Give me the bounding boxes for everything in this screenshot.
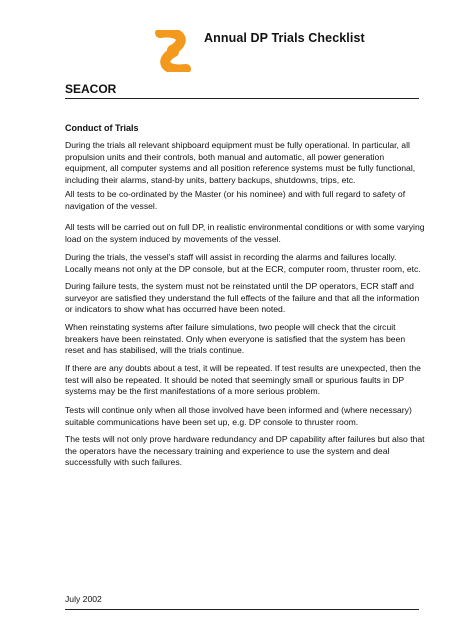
paragraph-full-dp: All tests will be carried out on full DP, in realistic environmental conditions or with some varying load on the system induced by movements of the vessel. xyxy=(65,222,425,244)
seacor-s-logo-icon xyxy=(150,30,196,72)
paragraph-recording: During the trials, the vessel’s staff will assist in recording the alarms and failures locally. Locally means not only at the DP console, but at the ECR, computer room, thruster room, etc. xyxy=(65,252,421,274)
footer-date: July 2002 xyxy=(65,594,102,604)
paragraph-communications: Tests will continue only when all those involved have been informed and (where necessary) suitable communications have been set up, e.g. DP console to thruster room. xyxy=(65,405,412,427)
paragraph-doubts: If there are any doubts about a test, it will be repeated. If test results are unexpected, then the test will also be repeated. It should be noted that seemingly small or spurious faults in DP systems may be the first manifestations of a more serious problem. xyxy=(65,363,421,397)
paragraph-equipment: During the trials all relevant shipboard equipment must be fully operational. In particular, all propulsion units and their controls, both manual and automatic, all power generation equipment, all computer systems and all position reference systems must be fully functional, including their alarms, stand-by units, battery backups, shutdowns, trips, etc. xyxy=(65,140,416,185)
paragraph-redundancy: The tests will not only prove hardware redundancy and DP capability after failures but also that the operators have the necessary training and experience to use the system and deal successfully with such failures. xyxy=(65,434,425,468)
company-name: SEACOR xyxy=(65,82,419,99)
footer-divider xyxy=(65,609,419,610)
document-title: Annual DP Trials Checklist xyxy=(204,31,365,45)
paragraph-reinstating: When reinstating systems after failure simulations, two people will check that the circuit breakers have been reinstated. Only when everyone is satisfied that the system has been reset and has stabilised, will the trials continue. xyxy=(65,322,406,356)
paragraph-failure-tests: During failure tests, the system must not be reinstated until the DP operators, ECR staff and surveyor are satisfied they understand the full effects of the failure and that all the information or indicators to show what has occurred have been noted. xyxy=(65,281,420,315)
paragraph-coordination: All tests to be co-ordinated by the Master (or his nominee) and with full regard to safety of navigation of the vessel. xyxy=(65,189,406,211)
section-heading: Conduct of Trials xyxy=(65,123,139,133)
